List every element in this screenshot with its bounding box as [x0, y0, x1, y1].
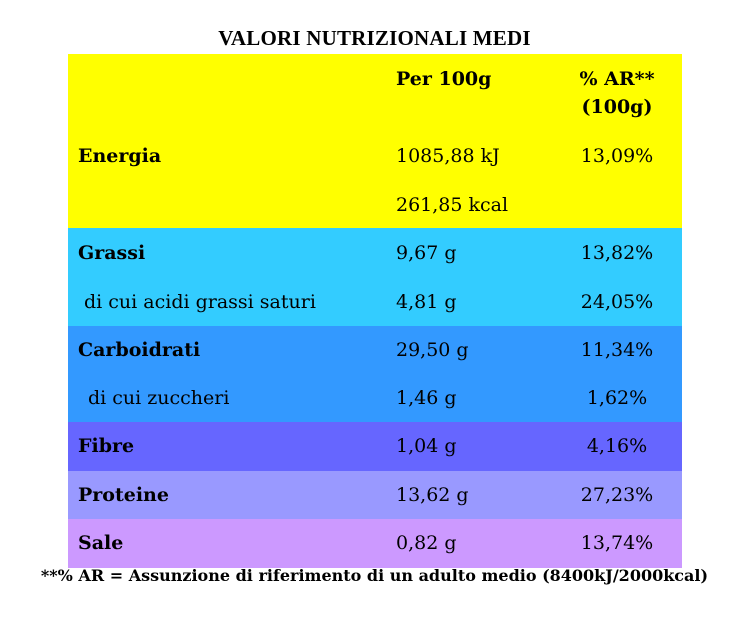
protein-pct: 27,23%	[580, 484, 654, 506]
salt-pct: 13,74%	[580, 532, 654, 554]
header-ar-line1: % AR**	[579, 68, 655, 90]
energy-label: Energia	[78, 145, 162, 167]
table-title: VALORI NUTRIZIONALI MEDI	[218, 26, 531, 50]
carbs-value: 29,50 g	[396, 339, 469, 361]
nutrition-table	[68, 54, 682, 568]
sugars-pct: 1,62%	[586, 387, 648, 409]
header-ar-line2: (100g)	[581, 96, 653, 118]
fats-value: 9,67 g	[396, 242, 457, 264]
energy-pct: 13,09%	[580, 145, 654, 167]
fibre-pct: 4,16%	[586, 435, 648, 457]
saturated-pct: 24,05%	[580, 291, 654, 313]
energy-block	[68, 54, 682, 228]
sugars-value: 1,46 g	[396, 387, 457, 409]
salt-value: 0,82 g	[396, 532, 457, 554]
fats-pct: 13,82%	[580, 242, 654, 264]
sugars-label: di cui zuccheri	[88, 387, 230, 409]
saturated-label: di cui acidi grassi saturi	[84, 291, 316, 313]
fats-block	[68, 228, 682, 326]
carbs-block	[68, 326, 682, 422]
header-per-100g: Per 100g	[396, 68, 492, 90]
saturated-value: 4,81 g	[396, 291, 457, 313]
fats-label: Grassi	[78, 242, 146, 264]
fibre-value: 1,04 g	[396, 435, 457, 457]
protein-row	[68, 471, 682, 519]
fibre-label: Fibre	[78, 435, 135, 457]
carbs-label: Carboidrati	[78, 339, 201, 361]
protein-value: 13,62 g	[396, 484, 469, 506]
protein-label: Proteine	[78, 484, 169, 506]
carbs-pct: 11,34%	[580, 339, 654, 361]
footnote: **% AR = Assunzione di riferimento di un adulto medio (8400kJ/2000kcal)	[40, 566, 709, 585]
energy-kcal: 261,85 kcal	[396, 194, 509, 216]
salt-row	[68, 519, 682, 568]
energy-kj: 1085,88 kJ	[396, 145, 500, 167]
salt-label: Sale	[78, 532, 124, 554]
fibre-row	[68, 422, 682, 471]
